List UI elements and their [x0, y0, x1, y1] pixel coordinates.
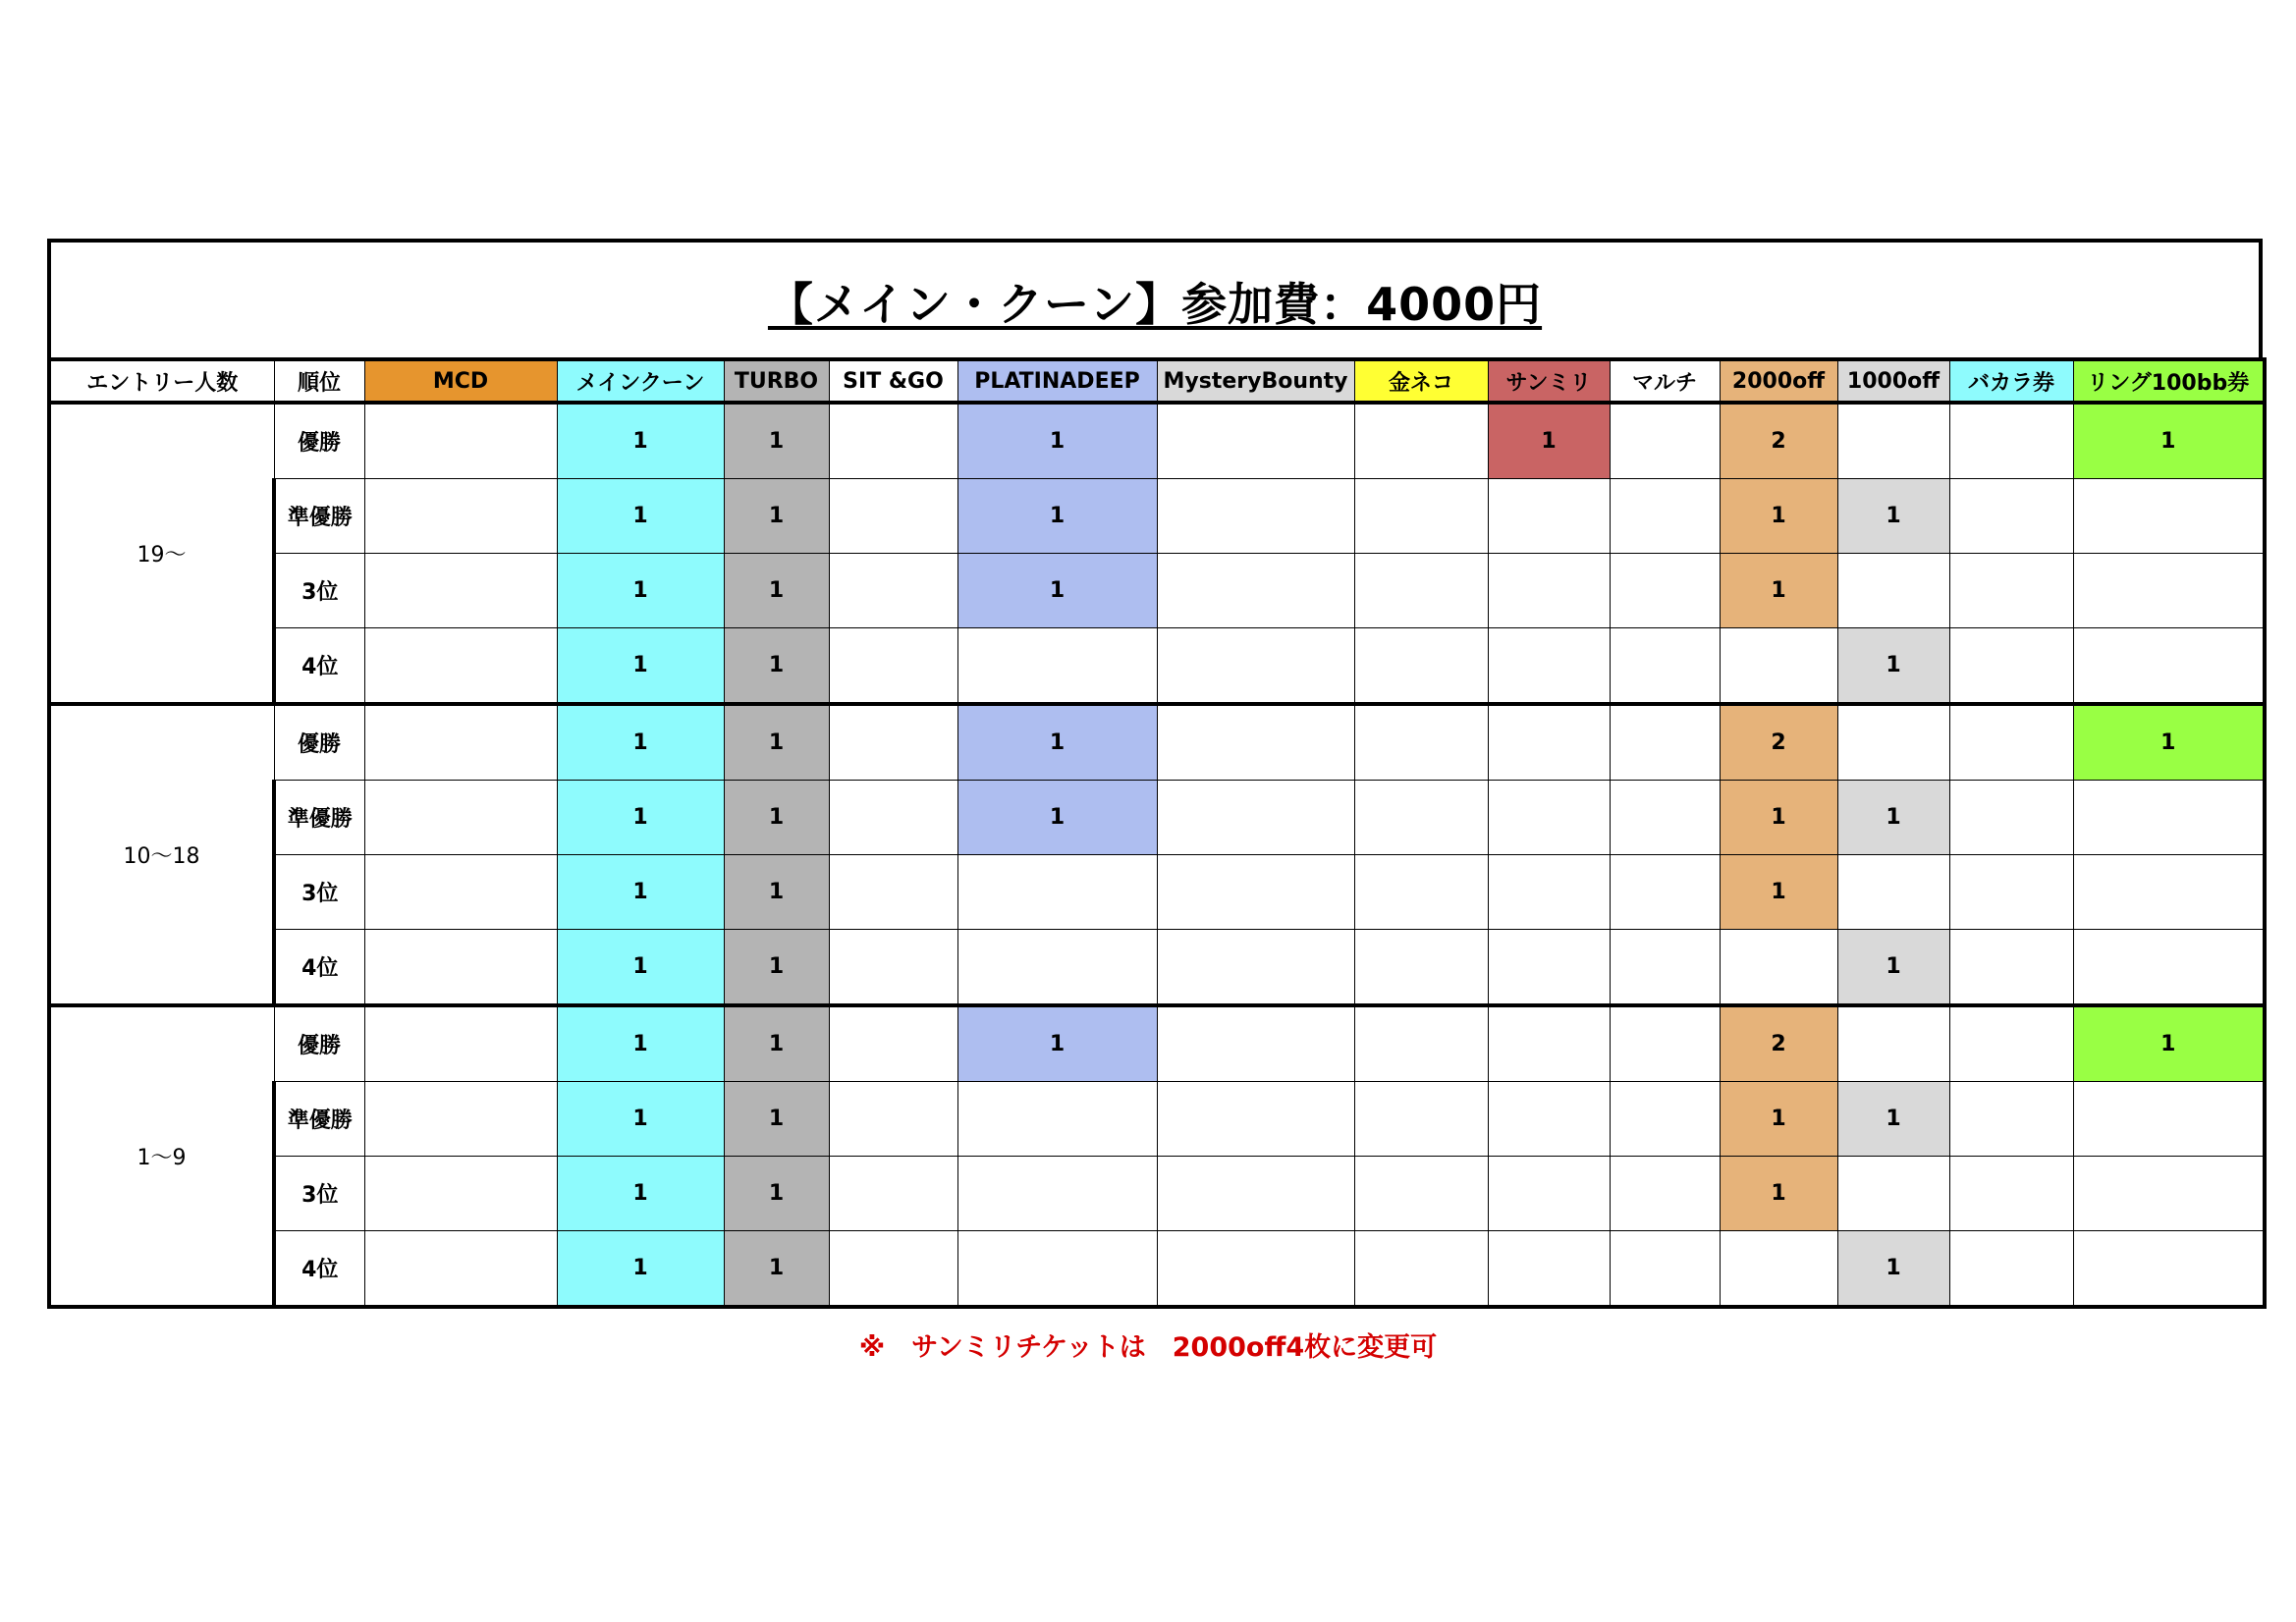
- prize-cell: 1: [557, 628, 724, 705]
- prize-cell: [1837, 855, 1949, 930]
- prize-cell: [1949, 855, 2073, 930]
- prize-cell: [1949, 1082, 2073, 1157]
- prize-cell: [1354, 1157, 1488, 1231]
- rank-cell: 優勝: [274, 704, 364, 781]
- prize-cell: 1: [957, 781, 1157, 855]
- prize-cell: [829, 554, 957, 628]
- prize-cell: [1488, 1005, 1610, 1082]
- prize-cell: [957, 1082, 1157, 1157]
- prize-cell: 1: [557, 554, 724, 628]
- table-row: [49, 479, 2265, 554]
- prize-cell: [1157, 930, 1354, 1006]
- prize-cell: 1: [557, 1082, 724, 1157]
- prize-cell: [957, 855, 1157, 930]
- rank-cell: 優勝: [274, 403, 364, 479]
- table-row: [49, 1005, 2265, 1082]
- prize-cell: [1610, 403, 1720, 479]
- column-header: エントリー人数: [49, 359, 274, 403]
- prize-cell: [1949, 781, 2073, 855]
- column-header: 2000off: [1720, 359, 1837, 403]
- prize-cell: 1: [2073, 403, 2265, 479]
- prize-cell: [364, 1082, 557, 1157]
- column-header: バカラ券: [1949, 359, 2073, 403]
- prize-cell: 1: [1720, 1082, 1837, 1157]
- prize-cell: [1354, 855, 1488, 930]
- prize-cell: 1: [1837, 479, 1949, 554]
- prize-cell: [1720, 628, 1837, 705]
- prize-cell: 1: [557, 704, 724, 781]
- prize-cell: [829, 628, 957, 705]
- prize-cell: [1837, 554, 1949, 628]
- prize-cell: 1: [724, 1157, 829, 1231]
- prize-cell: [1610, 1005, 1720, 1082]
- prize-cell: [364, 930, 557, 1006]
- column-header: TURBO: [724, 359, 829, 403]
- prize-cell: 1: [1837, 628, 1949, 705]
- prize-cell: [364, 1231, 557, 1308]
- prize-cell: [1157, 1005, 1354, 1082]
- prize-table: [47, 357, 2267, 1309]
- prize-cell: [1949, 1157, 2073, 1231]
- prize-cell: [957, 930, 1157, 1006]
- prize-cell: 2: [1720, 704, 1837, 781]
- prize-cell: [1157, 855, 1354, 930]
- prize-cell: [829, 1157, 957, 1231]
- prize-cell: [1610, 479, 1720, 554]
- prize-cell: 1: [724, 628, 829, 705]
- prize-cell: [2073, 1082, 2265, 1157]
- prize-cell: [364, 628, 557, 705]
- prize-cell: [1157, 554, 1354, 628]
- prize-cell: 1: [957, 479, 1157, 554]
- prize-cell: 1: [724, 930, 829, 1006]
- rank-cell: 準優勝: [274, 781, 364, 855]
- table-row: [49, 1082, 2265, 1157]
- prize-cell: 1: [724, 781, 829, 855]
- prize-cell: 1: [1837, 1231, 1949, 1308]
- column-header: メインクーン: [557, 359, 724, 403]
- prize-cell: [1354, 479, 1488, 554]
- rank-cell: 準優勝: [274, 479, 364, 554]
- column-header: MCD: [364, 359, 557, 403]
- prize-cell: 1: [1720, 1157, 1837, 1231]
- prize-cell: [1488, 1157, 1610, 1231]
- prize-cell: 2: [1720, 403, 1837, 479]
- prize-cell: [1488, 479, 1610, 554]
- rank-cell: 3位: [274, 855, 364, 930]
- prize-cell: 1: [724, 554, 829, 628]
- column-header: サンミリ: [1488, 359, 1610, 403]
- prize-cell: [364, 704, 557, 781]
- column-header: SIT &GO: [829, 359, 957, 403]
- prize-cell: [1610, 628, 1720, 705]
- prize-cell: [1354, 403, 1488, 479]
- prize-cell: 1: [1837, 930, 1949, 1006]
- prize-cell: [364, 403, 557, 479]
- prize-cell: 2: [1720, 1005, 1837, 1082]
- prize-cell: [1157, 781, 1354, 855]
- prize-cell: [364, 1005, 557, 1082]
- prize-cell: [1720, 930, 1837, 1006]
- prize-cell: 1: [557, 479, 724, 554]
- prize-cell: [829, 781, 957, 855]
- prize-cell: 1: [2073, 1005, 2265, 1082]
- prize-cell: [2073, 479, 2265, 554]
- prize-cell: [1488, 781, 1610, 855]
- prize-cell: [1610, 1082, 1720, 1157]
- prize-cell: [957, 628, 1157, 705]
- prize-cell: 1: [957, 554, 1157, 628]
- prize-cell: [1488, 855, 1610, 930]
- rank-cell: 3位: [274, 554, 364, 628]
- prize-cell: [1837, 403, 1949, 479]
- table-row: [49, 1231, 2265, 1308]
- prize-cell: [1949, 1231, 2073, 1308]
- prize-cell: [1949, 628, 2073, 705]
- prize-cell: [829, 930, 957, 1006]
- table-row: [49, 781, 2265, 855]
- prize-cell: 1: [1837, 1082, 1949, 1157]
- prize-cell: [2073, 1157, 2265, 1231]
- prize-cell: [1837, 1157, 1949, 1231]
- prize-cell: [364, 1157, 557, 1231]
- prize-cell: [1720, 1231, 1837, 1308]
- prize-cell: [1157, 479, 1354, 554]
- table-row: [49, 855, 2265, 930]
- prize-cell: 1: [1488, 403, 1610, 479]
- table-row: [49, 403, 2265, 479]
- prize-cell: 1: [1720, 479, 1837, 554]
- rank-cell: 4位: [274, 1231, 364, 1308]
- prize-cell: 1: [957, 704, 1157, 781]
- prize-cell: 1: [2073, 704, 2265, 781]
- note-text: ※ サンミリチケットは 2000off4枚に変更可: [858, 1332, 1438, 1363]
- prize-cell: [2073, 855, 2265, 930]
- prize-cell: [1488, 704, 1610, 781]
- column-header: リング100bb券: [2073, 359, 2265, 403]
- prize-cell: [1354, 1005, 1488, 1082]
- column-header: 1000off: [1837, 359, 1949, 403]
- prize-cell: [1610, 855, 1720, 930]
- prize-cell: [1610, 930, 1720, 1006]
- rank-cell: 優勝: [274, 1005, 364, 1082]
- rank-cell: 4位: [274, 930, 364, 1006]
- prize-cell: [1837, 704, 1949, 781]
- prize-cell: [364, 554, 557, 628]
- prize-cell: 1: [1720, 554, 1837, 628]
- prize-cell: [1354, 1231, 1488, 1308]
- prize-cell: [2073, 554, 2265, 628]
- prize-cell: 1: [557, 1005, 724, 1082]
- page-title: 【メイン・クーン】参加費：4000円: [767, 277, 1543, 331]
- prize-cell: [829, 403, 957, 479]
- prize-cell: [1949, 704, 2073, 781]
- prize-cell: [1157, 1231, 1354, 1308]
- prize-cell: [364, 781, 557, 855]
- prize-cell: [1949, 554, 2073, 628]
- column-header: 順位: [274, 359, 364, 403]
- prize-cell: [1610, 1231, 1720, 1308]
- prize-cell: [1157, 403, 1354, 479]
- prize-cell: [364, 479, 557, 554]
- prize-cell: 1: [724, 1231, 829, 1308]
- prize-cell: 1: [724, 1005, 829, 1082]
- prize-cell: 1: [724, 403, 829, 479]
- prize-cell: [829, 1231, 957, 1308]
- prize-cell: [1488, 1231, 1610, 1308]
- prize-cell: 1: [557, 930, 724, 1006]
- prize-cell: 1: [724, 1082, 829, 1157]
- rank-cell: 3位: [274, 1157, 364, 1231]
- prize-cell: [1837, 1005, 1949, 1082]
- prize-cell: [1488, 554, 1610, 628]
- prize-cell: 1: [1837, 781, 1949, 855]
- prize-cell: [1354, 781, 1488, 855]
- prize-cell: [1488, 1082, 1610, 1157]
- column-header: マルチ: [1610, 359, 1720, 403]
- prize-cell: [829, 1005, 957, 1082]
- prize-cell: [829, 1082, 957, 1157]
- prize-cell: [1354, 554, 1488, 628]
- prize-cell: [1354, 930, 1488, 1006]
- rank-cell: 準優勝: [274, 1082, 364, 1157]
- title-box: [47, 239, 2263, 359]
- prize-cell: [829, 855, 957, 930]
- table-row: [49, 628, 2265, 705]
- prize-cell: 1: [557, 1157, 724, 1231]
- prize-cell: [957, 1157, 1157, 1231]
- table-row: [49, 554, 2265, 628]
- prize-cell: [1157, 628, 1354, 705]
- prize-cell: [1157, 1157, 1354, 1231]
- column-header: PLATINADEEP: [957, 359, 1157, 403]
- prize-cell: [2073, 628, 2265, 705]
- table-row: [49, 930, 2265, 1006]
- prize-cell: 1: [557, 403, 724, 479]
- column-header: 金ネコ: [1354, 359, 1488, 403]
- prize-cell: [2073, 1231, 2265, 1308]
- prize-cell: [829, 479, 957, 554]
- prize-cell: [1354, 1082, 1488, 1157]
- prize-cell: [2073, 930, 2265, 1006]
- prize-cell: 1: [1720, 781, 1837, 855]
- prize-cell: 1: [957, 1005, 1157, 1082]
- prize-cell: [1949, 403, 2073, 479]
- prize-cell: 1: [724, 479, 829, 554]
- prize-cell: [1949, 930, 2073, 1006]
- prize-cell: [1610, 781, 1720, 855]
- prize-cell: [2073, 781, 2265, 855]
- prize-cell: [1610, 554, 1720, 628]
- prize-cell: 1: [557, 1231, 724, 1308]
- prize-cell: [1157, 704, 1354, 781]
- prize-cell: [829, 704, 957, 781]
- prize-cell: [1949, 479, 2073, 554]
- prize-cell: 1: [724, 855, 829, 930]
- prize-cell: 1: [1720, 855, 1837, 930]
- table-row: [49, 1157, 2265, 1231]
- prize-cell: [1610, 1157, 1720, 1231]
- prize-cell: 1: [957, 403, 1157, 479]
- prize-cell: 1: [557, 781, 724, 855]
- prize-cell: [1610, 704, 1720, 781]
- rank-cell: 4位: [274, 628, 364, 705]
- header-row: [49, 359, 2265, 403]
- prize-cell: 1: [557, 855, 724, 930]
- entry-count-cell: 1～9: [49, 1005, 274, 1307]
- prize-cell: [1354, 628, 1488, 705]
- entry-count-cell: 19～: [49, 403, 274, 704]
- prize-cell: 1: [724, 704, 829, 781]
- column-header: MysteryBounty: [1157, 359, 1354, 403]
- entry-count-cell: 10～18: [49, 704, 274, 1005]
- prize-cell: [957, 1231, 1157, 1308]
- table-row: [49, 704, 2265, 781]
- prize-cell: [1354, 704, 1488, 781]
- prize-cell: [1949, 1005, 2073, 1082]
- prize-cell: [1488, 628, 1610, 705]
- prize-cell: [1488, 930, 1610, 1006]
- prize-cell: [1157, 1082, 1354, 1157]
- prize-cell: [364, 855, 557, 930]
